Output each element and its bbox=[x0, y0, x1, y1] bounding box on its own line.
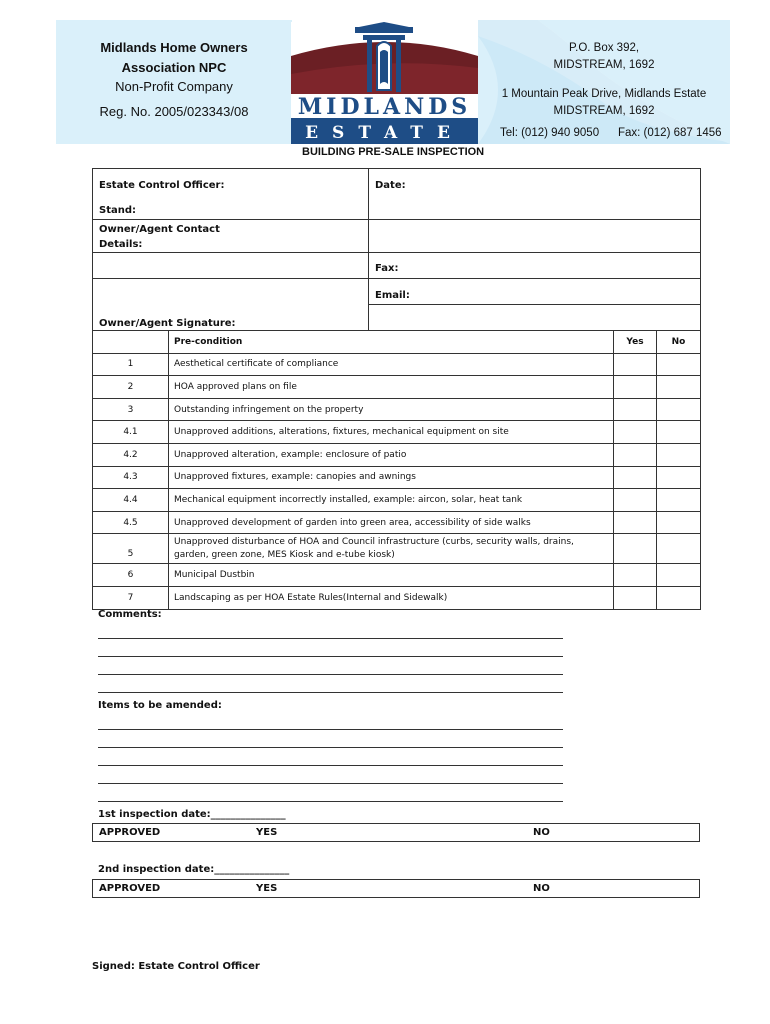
row-number: 4.3 bbox=[93, 466, 169, 489]
org-name-line2: Association NPC bbox=[121, 59, 227, 75]
signature-extra-cell[interactable] bbox=[369, 305, 701, 331]
precondition-row bbox=[93, 511, 701, 534]
street-address: 1 Mountain Peak Drive, Midlands Estate bbox=[501, 88, 707, 100]
row-number: 2 bbox=[93, 376, 169, 399]
comment-line bbox=[98, 674, 563, 675]
email-label: Email: bbox=[375, 290, 410, 301]
row-number: 4.1 bbox=[93, 421, 169, 444]
row-text: Aesthetical certificate of compliance bbox=[169, 353, 614, 376]
fax-cell[interactable] bbox=[369, 253, 701, 279]
no-checkbox-cell[interactable] bbox=[657, 534, 701, 564]
contact-extra-cell[interactable] bbox=[93, 253, 369, 279]
yes-option[interactable]: YES bbox=[256, 827, 278, 838]
street-city: MIDSTREAM, 1692 bbox=[553, 105, 655, 117]
header-num-cell bbox=[93, 331, 169, 354]
date-label: Date: bbox=[375, 180, 406, 191]
preconditions-table bbox=[92, 330, 701, 610]
comment-line bbox=[98, 692, 563, 693]
no-checkbox-cell[interactable] bbox=[657, 466, 701, 489]
row-text: Landscaping as per HOA Estate Rules(Internal and Sidewalk) bbox=[169, 586, 614, 609]
approved-label: APPROVED bbox=[99, 883, 161, 894]
precondition-row bbox=[93, 586, 701, 609]
precondition-row bbox=[93, 443, 701, 466]
po-box: P.O. Box 392, bbox=[568, 42, 640, 54]
row-number: 3 bbox=[93, 398, 169, 421]
owner-contact-label-line1: Owner/Agent Contact bbox=[99, 224, 220, 235]
comments-label: Comments: bbox=[98, 609, 162, 620]
registration-number: Reg. No. 2005/023343/08 bbox=[99, 103, 249, 119]
stand-label: Stand: bbox=[99, 205, 137, 216]
precondition-row bbox=[93, 376, 701, 399]
row-number: 4.5 bbox=[93, 511, 169, 534]
owner-contact-cell[interactable] bbox=[93, 220, 369, 253]
yes-checkbox-cell[interactable] bbox=[614, 466, 657, 489]
yes-checkbox-cell[interactable] bbox=[614, 376, 657, 399]
amend-line bbox=[98, 801, 563, 802]
no-checkbox-cell[interactable] bbox=[657, 376, 701, 399]
postal-address bbox=[478, 40, 730, 120]
no-header: No bbox=[657, 331, 701, 354]
signature-label: Owner/Agent Signature: bbox=[99, 317, 236, 329]
row-text: Unapproved alteration, example: enclosure of patio bbox=[169, 443, 614, 466]
row-number: 4.2 bbox=[93, 443, 169, 466]
org-info bbox=[56, 38, 292, 121]
second-inspection-date[interactable]: 2nd inspection date:_______________ bbox=[98, 864, 290, 875]
amend-line bbox=[98, 783, 563, 784]
no-checkbox-cell[interactable] bbox=[657, 511, 701, 534]
no-option[interactable]: NO bbox=[533, 827, 550, 838]
email-cell[interactable] bbox=[369, 279, 701, 305]
amend-line bbox=[98, 747, 563, 748]
no-checkbox-cell[interactable] bbox=[657, 586, 701, 609]
row-text: HOA approved plans on file bbox=[169, 376, 614, 399]
no-checkbox-cell[interactable] bbox=[657, 421, 701, 444]
owner-details-table bbox=[92, 168, 701, 331]
row-number: 4.4 bbox=[93, 489, 169, 512]
yes-checkbox-cell[interactable] bbox=[614, 353, 657, 376]
precondition-row bbox=[93, 353, 701, 376]
row-number: 1 bbox=[93, 353, 169, 376]
yes-checkbox-cell[interactable] bbox=[614, 421, 657, 444]
row-text-line1: Unapproved disturbance of HOA and Council infrastructure (curbs, security walls, drains, bbox=[174, 536, 574, 547]
row-text bbox=[169, 534, 614, 564]
amend-line bbox=[98, 765, 563, 766]
row-number: 7 bbox=[93, 586, 169, 609]
yes-option[interactable]: YES bbox=[256, 883, 278, 894]
signed-label: Signed: Estate Control Officer bbox=[92, 961, 260, 972]
signature-cell[interactable] bbox=[93, 305, 369, 331]
no-checkbox-cell[interactable] bbox=[657, 564, 701, 587]
no-option[interactable]: NO bbox=[533, 883, 550, 894]
po-city: MIDSTREAM, 1692 bbox=[553, 59, 655, 71]
items-to-amend-label: Items to be amended: bbox=[98, 700, 222, 711]
precondition-row bbox=[93, 564, 701, 587]
approved-label: APPROVED bbox=[99, 827, 161, 838]
precondition-row bbox=[93, 466, 701, 489]
no-checkbox-cell[interactable] bbox=[657, 489, 701, 512]
telephone: Tel: (012) 940 9050 bbox=[500, 127, 600, 139]
yes-checkbox-cell[interactable] bbox=[614, 534, 657, 564]
owner-contact-label-line2: Details: bbox=[99, 239, 143, 250]
contact-extra-cell-2[interactable] bbox=[93, 279, 369, 305]
amend-line bbox=[98, 729, 563, 730]
midlands-estate-logo bbox=[291, 22, 478, 144]
yes-checkbox-cell[interactable] bbox=[614, 398, 657, 421]
precondition-row bbox=[93, 534, 701, 564]
comment-line bbox=[98, 638, 563, 639]
row-text: Mechanical equipment incorrectly installed, example: aircon, solar, heat tank bbox=[169, 489, 614, 512]
fax-number: Fax: (012) 687 1456 bbox=[618, 127, 722, 139]
second-inspection-result-row bbox=[92, 879, 700, 898]
row-text-line2: garden, green zone, MES Kiosk and e-tube kiosk) bbox=[174, 549, 395, 560]
no-checkbox-cell[interactable] bbox=[657, 443, 701, 466]
yes-checkbox-cell[interactable] bbox=[614, 443, 657, 466]
officer-stand-cell[interactable] bbox=[93, 169, 369, 220]
precondition-row bbox=[93, 421, 701, 444]
no-checkbox-cell[interactable] bbox=[657, 398, 701, 421]
logo-text-estate: ESTATE bbox=[305, 123, 464, 143]
row-text: Outstanding infringement on the property bbox=[169, 398, 614, 421]
first-inspection-date[interactable]: 1st inspection date:_______________ bbox=[98, 809, 286, 820]
no-checkbox-cell[interactable] bbox=[657, 353, 701, 376]
row-text: Unapproved development of garden into green area, accessibility of side walks bbox=[169, 511, 614, 534]
org-name-line1: Midlands Home Owners bbox=[100, 40, 248, 55]
row-text: Municipal Dustbin bbox=[169, 564, 614, 587]
row-text: Unapproved additions, alterations, fixtures, mechanical equipment on site bbox=[169, 421, 614, 444]
document-title: BUILDING PRE-SALE INSPECTION bbox=[302, 146, 485, 158]
logo-text-midlands: MIDLANDS bbox=[297, 94, 472, 120]
yes-checkbox-cell[interactable] bbox=[614, 564, 657, 587]
yes-header: Yes bbox=[614, 331, 657, 354]
comment-line bbox=[98, 656, 563, 657]
fax-label: Fax: bbox=[375, 263, 399, 274]
yes-checkbox-cell[interactable] bbox=[614, 511, 657, 534]
first-inspection-result-row bbox=[92, 823, 700, 842]
row-number: 5 bbox=[93, 534, 169, 564]
precondition-header: Pre-condition bbox=[169, 331, 614, 354]
contact-details-cell[interactable] bbox=[369, 220, 701, 253]
org-type: Non-Profit Company bbox=[115, 79, 233, 94]
estate-control-officer-label: Estate Control Officer: bbox=[99, 180, 225, 191]
precondition-row bbox=[93, 489, 701, 512]
yes-checkbox-cell[interactable] bbox=[614, 489, 657, 512]
yes-checkbox-cell[interactable] bbox=[614, 586, 657, 609]
row-number: 6 bbox=[93, 564, 169, 587]
row-text: Unapproved fixtures, example: canopies and awnings bbox=[169, 466, 614, 489]
precondition-row bbox=[93, 398, 701, 421]
date-cell[interactable] bbox=[369, 169, 701, 220]
